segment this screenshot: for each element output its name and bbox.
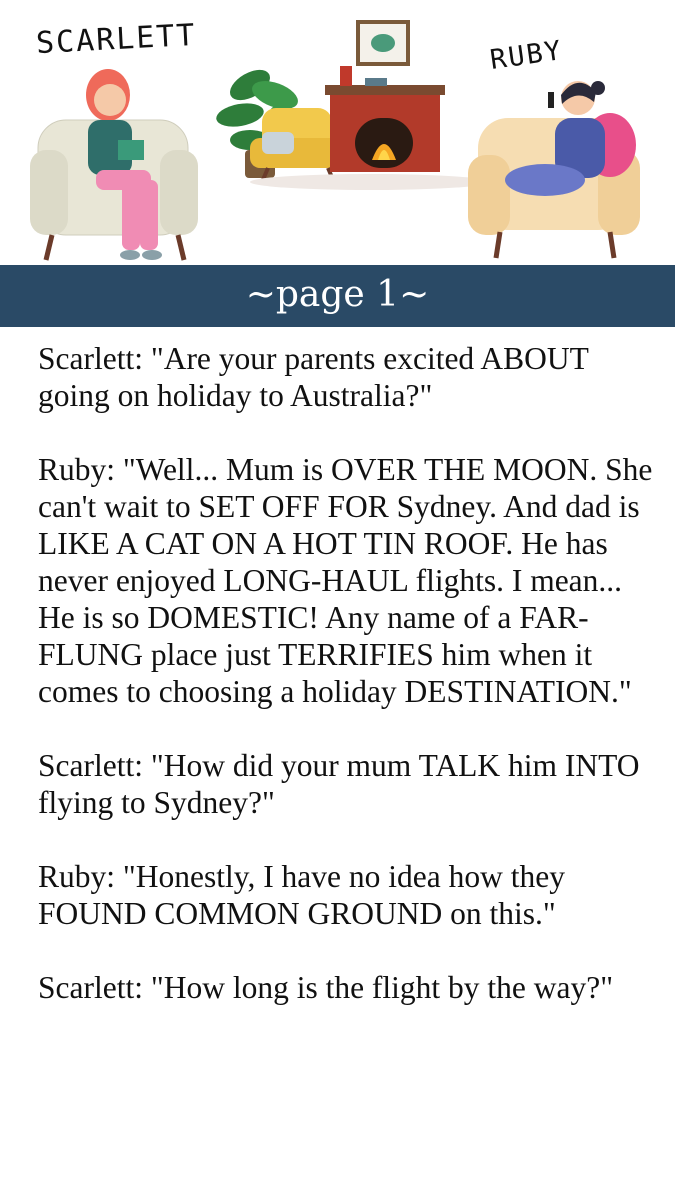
dialogue-line: Ruby: "Honestly, I have no idea how they FOUND COMMON GROUND on this." bbox=[38, 859, 573, 931]
scarlett-name-label: SCARLETT bbox=[35, 17, 198, 62]
ruby-name-label: RUBY bbox=[488, 35, 565, 76]
dialogue-line: Scarlett: "Are your parents excited ABOUT going on holiday to Australia?" bbox=[38, 341, 597, 413]
header-illustration bbox=[0, 0, 675, 265]
dialogue-line: Scarlett: "How did your mum TALK him INTO flying to Sydney?" bbox=[38, 748, 648, 820]
page-number-banner: ~page 1~ bbox=[0, 265, 675, 327]
dialogue-line: Scarlett: "How long is the flight by the way?" bbox=[38, 970, 614, 1005]
dialogue-text bbox=[38, 340, 661, 1043]
dialogue-line: Ruby: "Well... Mum is OVER THE MOON. She can't wait to SET OFF FOR Sydney. And dad is LIKE A CAT ON A HOT TIN ROOF. He has never enjoyed LONG-HAUL flights. I mean... He is so DOMESTIC! Any name of a FAR-FLUNG place just TERRIFIES him when it comes to choosing a holiday DESTINATION." bbox=[38, 452, 661, 709]
